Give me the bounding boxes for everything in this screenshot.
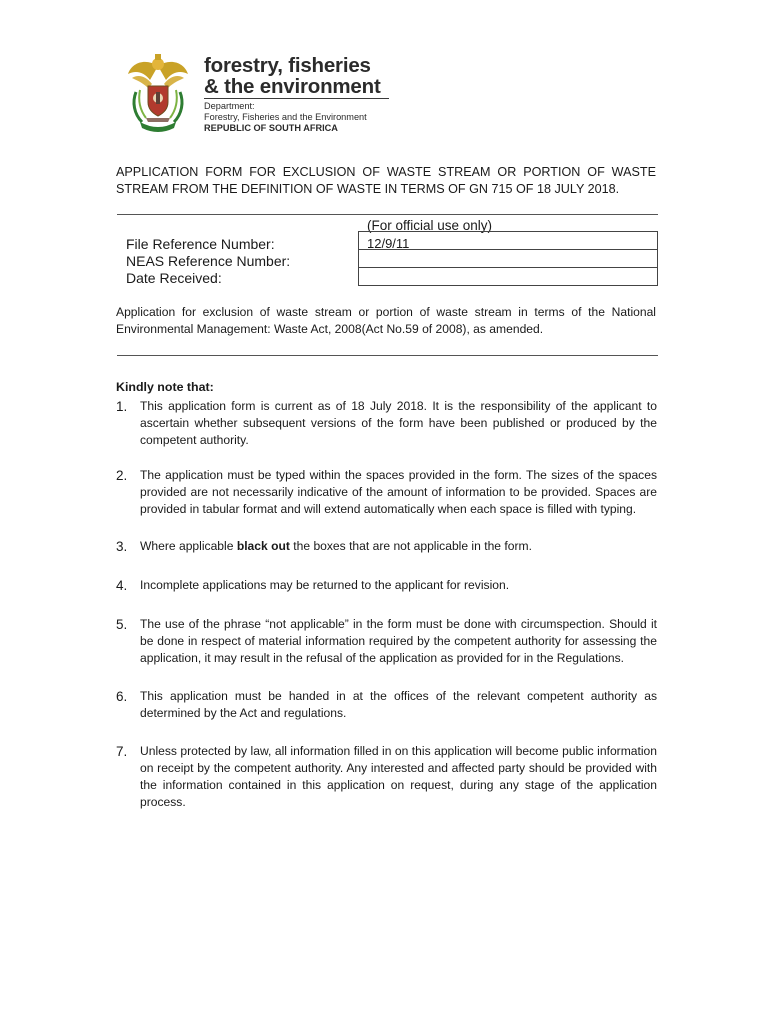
list-item <box>116 577 657 594</box>
intro-paragraph: Application for exclusion of waste stream or portion of waste stream in terms of the National Environmental Management: Waste Act, 2008(Act No.59 of 2008), as amended. <box>116 305 656 336</box>
form-title-line-1: APPLICATION FORM FOR EXCLUSION OF WASTE STREAM OR PORTION OF WASTE <box>116 165 656 179</box>
file-reference-value[interactable]: 12/9/11 <box>367 236 410 251</box>
item-text: The use of the phrase “not applicable” in the form must be done with circumspection. Should it be done in respect of material information required by the competent authority for assessing the application, it may result in the refusal of the application as provided for in the Regulations. <box>140 617 657 665</box>
item-number: 1. <box>116 399 128 414</box>
item-text-pre: Where applicable <box>140 539 237 553</box>
date-received-label: Date Received: <box>126 270 222 286</box>
item-text-bold: black out <box>236 539 290 553</box>
brand-divider <box>204 98 389 99</box>
item-text: This application form is current as of 18 July 2018. It is the responsibility of the applicant to ascertain whether subsequent versions of the form have been published or produced by the competent authority. <box>140 399 657 447</box>
list-item <box>116 688 657 722</box>
item-number: 2. <box>116 468 128 483</box>
item-text: This application must be handed in at the offices of the relevant competent authority as determined by the Act and regulations. <box>140 689 657 720</box>
item-number: 7. <box>116 744 128 759</box>
item-text: Unless protected by law, all information filled in on this application will become public information on receipt by the competent authority. Any interested and affected party should be provided with the information contained in this application on request, during any stage of the application process. <box>140 744 657 809</box>
republic-name: REPUBLIC OF SOUTH AFRICA <box>204 123 338 133</box>
item-number: 6. <box>116 689 128 704</box>
item-number: 5. <box>116 617 128 632</box>
department-label: Department: <box>204 101 255 111</box>
divider-middle <box>117 355 658 356</box>
list-item <box>116 467 657 518</box>
notes-list <box>116 398 657 811</box>
reference-row-divider <box>359 267 657 268</box>
brand-line-1: forestry, fisheries <box>204 54 371 77</box>
list-item <box>116 743 657 811</box>
item-number: 4. <box>116 578 128 593</box>
list-item <box>116 538 657 555</box>
item-text: Incomplete applications may be returned to the applicant for revision. <box>140 578 510 592</box>
department-name: Forestry, Fisheries and the Environment <box>204 112 367 122</box>
item-text-post: the boxes that are not applicable in the form. <box>289 539 532 553</box>
list-item <box>116 616 657 667</box>
notes-heading: Kindly note that: <box>116 380 214 394</box>
file-reference-label: File Reference Number: <box>126 236 275 252</box>
form-title-line-2: STREAM FROM THE DEFINITION OF WASTE IN TERMS OF GN 715 OF 18 JULY 2018. <box>116 182 620 196</box>
neas-reference-label: NEAS Reference Number: <box>126 253 291 269</box>
item-text: The application must be typed within the spaces provided in the form. The sizes of the spaces provided are not necessarily indicative of the amount of information to be provided. Spaces are provided in tabular format and will extend automatically when each space is filled with typing. <box>140 468 657 516</box>
official-use-label: (For official use only) <box>367 218 493 233</box>
brand-line-2: & the environment <box>204 75 381 98</box>
coat-of-arms-icon <box>126 52 190 134</box>
list-item <box>116 398 657 449</box>
divider-top <box>117 214 658 215</box>
item-number: 3. <box>116 539 128 554</box>
